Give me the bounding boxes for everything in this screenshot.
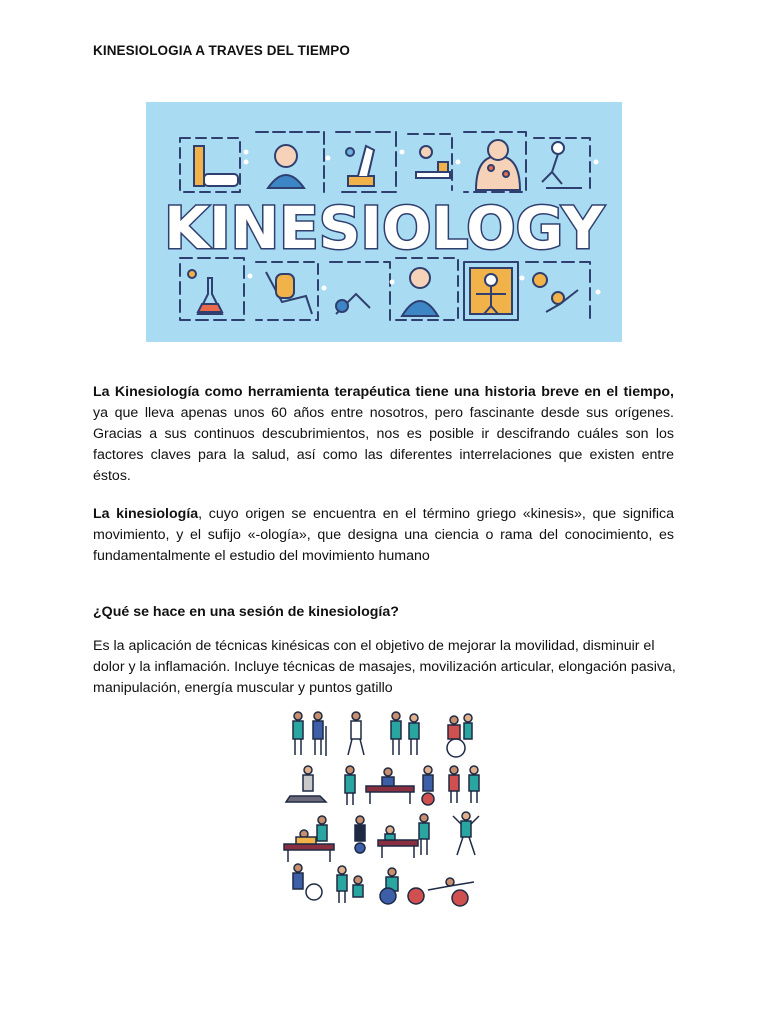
therapy-figures <box>278 706 492 912</box>
physiotherapy-illustration <box>278 706 492 912</box>
document-title: KINESIOLOGIA A TRAVES DEL TIEMPO <box>93 43 350 58</box>
banner-icons <box>146 102 622 342</box>
paragraph-history-text: ya que lleva apenas unos 60 años entre nosotros, pero fascinante desde sus orígenes. Gracias a sus continuos descubrimientos, nos es posible ir descifrando cuáles son los factores claves para la salud, así como las diferentes interrelaciones que existen entre éstos. <box>93 405 674 484</box>
paragraph-history <box>93 382 674 487</box>
section-heading: ¿Qué se hace en una sesión de kinesiología? <box>93 604 399 620</box>
paragraph-definition-text: , cuyo origen se encuentra en el término griego «kinesis», que significa movimiento, y el sufijo «-ología», que designa una ciencia o rama del conocimiento, es fundamentalmente el estudio del movimiento humano <box>93 506 674 564</box>
banner-word: KINESIOLOGY <box>164 194 604 262</box>
paragraph-history-bold: La Kinesiología como herramienta terapéutica tiene una historia breve en el tiempo, <box>93 384 674 400</box>
kinesiology-banner-image <box>146 102 622 342</box>
paragraph-definition <box>93 504 674 567</box>
paragraph-definition-bold: La kinesiología <box>93 506 199 522</box>
paragraph-session: Es la aplicación de técnicas kinésicas con el objetivo de mejorar la movilidad, disminuir el dolor y la inflamación. Incluye técnicas de masajes, movilización articular, elongación pasiva, manipulación, energía muscular y puntos gatillo <box>93 638 676 696</box>
